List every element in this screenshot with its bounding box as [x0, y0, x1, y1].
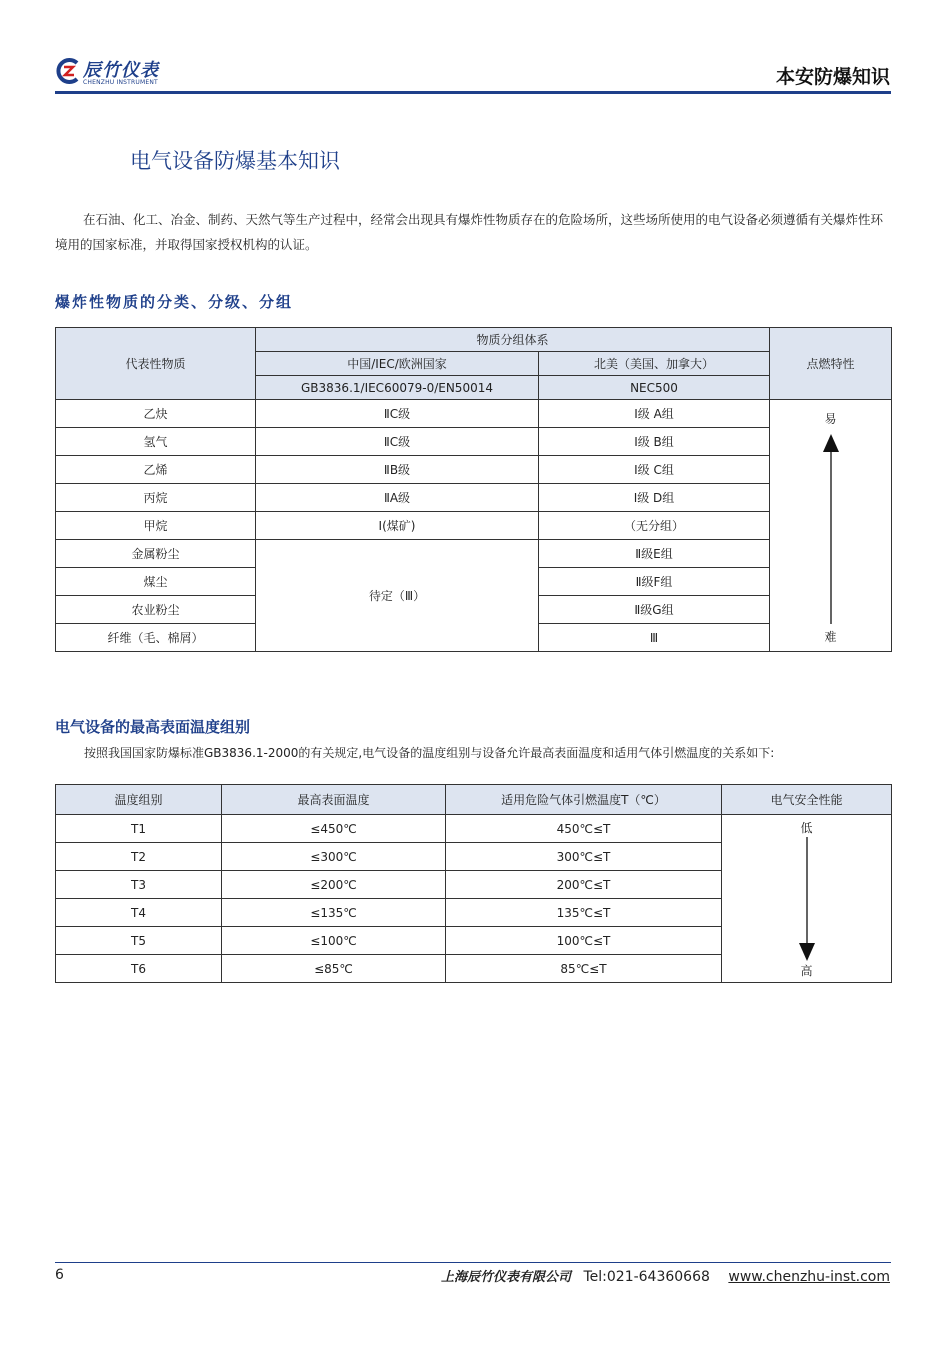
substance-cell: 煤尘 [56, 568, 256, 596]
header-substance: 代表性物质 [56, 328, 256, 400]
ignition-hard-label: 难 [824, 630, 837, 644]
pending-class-cell: 待定（Ⅲ） [256, 540, 539, 652]
na-class-cell: Ⅱ级E组 [539, 540, 770, 568]
intro-paragraph: 在石油、化工、冶金、制药、天然气等生产过程中，经常会出现具有爆炸性物质存在的危险场所，这些场所使用的电气设备必须遵循有关爆炸性环境用的国家标准，并取得国家授权机构的认证。 [55, 212, 884, 252]
table-row [56, 484, 892, 512]
temp-group-cell: T4 [56, 899, 222, 927]
table-row [56, 428, 892, 456]
logo-text-cn: 辰竹仪表 [83, 60, 159, 81]
header-group-system: 物质分组体系 [256, 328, 770, 352]
logo-mark-icon [55, 58, 81, 84]
max-temp-cell: ≤100℃ [222, 927, 446, 955]
china-class-cell: ⅡC级 [256, 400, 539, 428]
page-number: 6 [55, 1267, 64, 1283]
substance-cell: 丙烷 [56, 484, 256, 512]
na-class-cell: Ⅰ级 C组 [539, 456, 770, 484]
header-max-temp: 最高表面温度 [222, 785, 446, 815]
footer-url-link[interactable]: www.chenzhu-inst.com [728, 1269, 890, 1285]
header-temp-group: 温度组别 [56, 785, 222, 815]
substance-cell: 甲烷 [56, 512, 256, 540]
na-class-cell: （无分组） [539, 512, 770, 540]
arrow-down-icon [798, 837, 816, 963]
header-na-standard: NEC500 [539, 376, 770, 400]
china-class-cell: ⅡA级 [256, 484, 539, 512]
substance-cell: 农业粉尘 [56, 596, 256, 624]
logo-text-en: CHENZHU INSTRUMENT [83, 79, 158, 86]
ignition-temp-cell: 450℃≤T [446, 815, 722, 843]
na-class-cell: Ⅱ级G组 [539, 596, 770, 624]
footer-tel: Tel:021-64360668 [583, 1269, 710, 1285]
safety-high-label: 高 [800, 964, 813, 978]
footer-company: 上海辰竹仪表有限公司 [441, 1270, 572, 1285]
max-temp-cell: ≤450℃ [222, 815, 446, 843]
table-row [56, 400, 892, 428]
china-class-cell: ⅡC级 [256, 428, 539, 456]
header-china: 中国/IEC/欧洲国家 [256, 352, 539, 376]
temp-group-cell: T1 [56, 815, 222, 843]
substance-cell: 纤维（毛、棉屑） [56, 624, 256, 652]
ignition-temp-cell: 100℃≤T [446, 927, 722, 955]
temp-group-cell: T3 [56, 871, 222, 899]
temperature-table [55, 784, 892, 983]
arrow-up-icon [822, 434, 840, 624]
temp-group-cell: T5 [56, 927, 222, 955]
substance-cell: 金属粉尘 [56, 540, 256, 568]
max-temp-cell: ≤135℃ [222, 899, 446, 927]
ignition-temp-cell: 85℃≤T [446, 955, 722, 983]
ignition-arrow-cell [770, 400, 892, 652]
company-logo [55, 56, 175, 90]
temperature-note: 按照我国国家防爆标准GB3836.1-2000的有关规定,电气设备的温度组别与设备允许最高表面温度和适用气体引燃温度的关系如下: [84, 746, 775, 760]
na-class-cell: Ⅱ级F组 [539, 568, 770, 596]
table-row [56, 815, 892, 843]
footer-divider [55, 1262, 891, 1263]
na-class-cell: Ⅰ级 A组 [539, 400, 770, 428]
footer-contact [441, 1266, 890, 1285]
table-row [56, 512, 892, 540]
substance-cell: 乙炔 [56, 400, 256, 428]
ignition-easy-label: 易 [824, 412, 837, 426]
ignition-temp-cell: 200℃≤T [446, 871, 722, 899]
header-safety: 电气安全性能 [722, 785, 892, 815]
na-class-cell: Ⅰ级 B组 [539, 428, 770, 456]
temp-group-cell: T6 [56, 955, 222, 983]
na-class-cell: Ⅲ [539, 624, 770, 652]
ignition-temp-cell: 300℃≤T [446, 843, 722, 871]
classification-table [55, 327, 892, 652]
header-divider [55, 91, 891, 94]
max-temp-cell: ≤300℃ [222, 843, 446, 871]
section-title-temperature: 电气设备的最高表面温度组别 [55, 718, 251, 736]
header-ignition: 点燃特性 [770, 328, 892, 400]
table-row [56, 540, 892, 568]
safety-low-label: 低 [800, 821, 813, 835]
page-title: 电气设备防爆基本知识 [130, 149, 340, 173]
china-class-cell: Ⅰ(煤矿) [256, 512, 539, 540]
max-temp-cell: ≤85℃ [222, 955, 446, 983]
substance-cell: 乙烯 [56, 456, 256, 484]
ignition-temp-cell: 135℃≤T [446, 899, 722, 927]
safety-arrow-cell [722, 815, 892, 983]
header-china-standard: GB3836.1/IEC60079-0/EN50014 [256, 376, 539, 400]
header-north-america: 北美（美国、加拿大） [539, 352, 770, 376]
na-class-cell: Ⅰ级 D组 [539, 484, 770, 512]
max-temp-cell: ≤200℃ [222, 871, 446, 899]
table-row [56, 456, 892, 484]
header-ignition-temp: 适用危险气体引燃温度T（℃） [446, 785, 722, 815]
section-title-classification: 爆炸性物质的分类、分级、分组 [55, 293, 294, 311]
substance-cell: 氢气 [56, 428, 256, 456]
temp-group-cell: T2 [56, 843, 222, 871]
header-title: 本安防爆知识 [775, 66, 890, 88]
china-class-cell: ⅡB级 [256, 456, 539, 484]
